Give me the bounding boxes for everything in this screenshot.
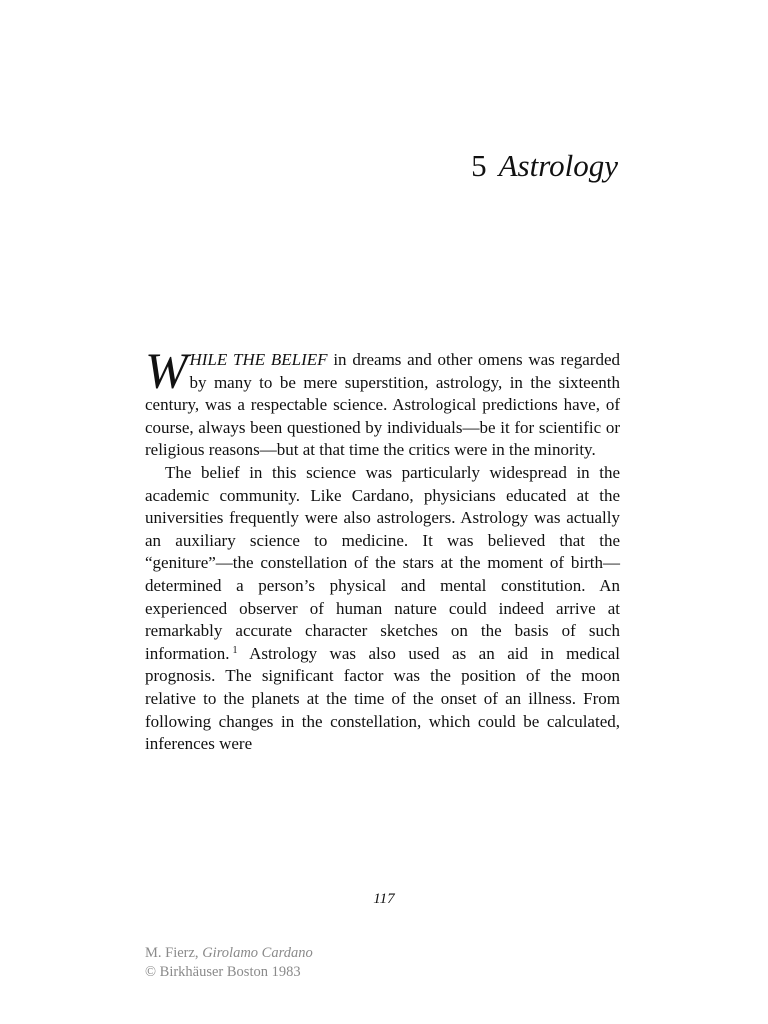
paragraph-2-text-after-note: Astrology was also used as an aid in medical prognosis. The significant factor was the position of the moon relative to the planets at the time of the onset of an illness. From following changes in the constellation, which could be calculated, inferences were <box>145 643 620 754</box>
footer-author: M. Fierz, <box>145 945 203 961</box>
drop-cap: W <box>145 344 186 400</box>
paragraph-2-text-before-note: The belief in this science was particularly widespread in the academic community. Like Cardano, physicians educated at the universities frequently were also astrologers. Astrology was actually an auxiliary science to medicine. It was believed that the “geniture”—the constellation of the stars at the moment of birth—determined a person’s physical and mental constitution. An experienced observer of human nature could indeed arrive at remarkably accurate character sketches on the basis of such information. <box>145 462 620 663</box>
copyright-line: © Birkhäuser Boston 1983 <box>145 964 301 980</box>
body-text <box>145 344 620 756</box>
footer-book-title: Girolamo Cardano <box>202 945 313 961</box>
paragraph-2 <box>145 462 620 756</box>
publication-footer <box>145 944 313 982</box>
paragraph-1 <box>145 344 620 462</box>
footnote-reference[interactable]: 1 <box>232 644 238 656</box>
chapter-title <box>471 146 618 186</box>
page-number: 117 <box>373 891 395 907</box>
lead-in-text: HILE THE BELIEF <box>189 350 328 369</box>
citation-line <box>145 944 313 963</box>
chapter-name: Astrology <box>498 148 618 183</box>
paragraph-1-text: in dreams and other omens was regarded by many to be mere superstition, astrology, in the sixteenth century, was a respectable science. Astrological predictions have, of course, always been questioned by individuals—be it for scientific or religious reasons—but at that time the critics were in the minority. <box>145 350 620 460</box>
chapter-number: 5 <box>471 148 487 183</box>
